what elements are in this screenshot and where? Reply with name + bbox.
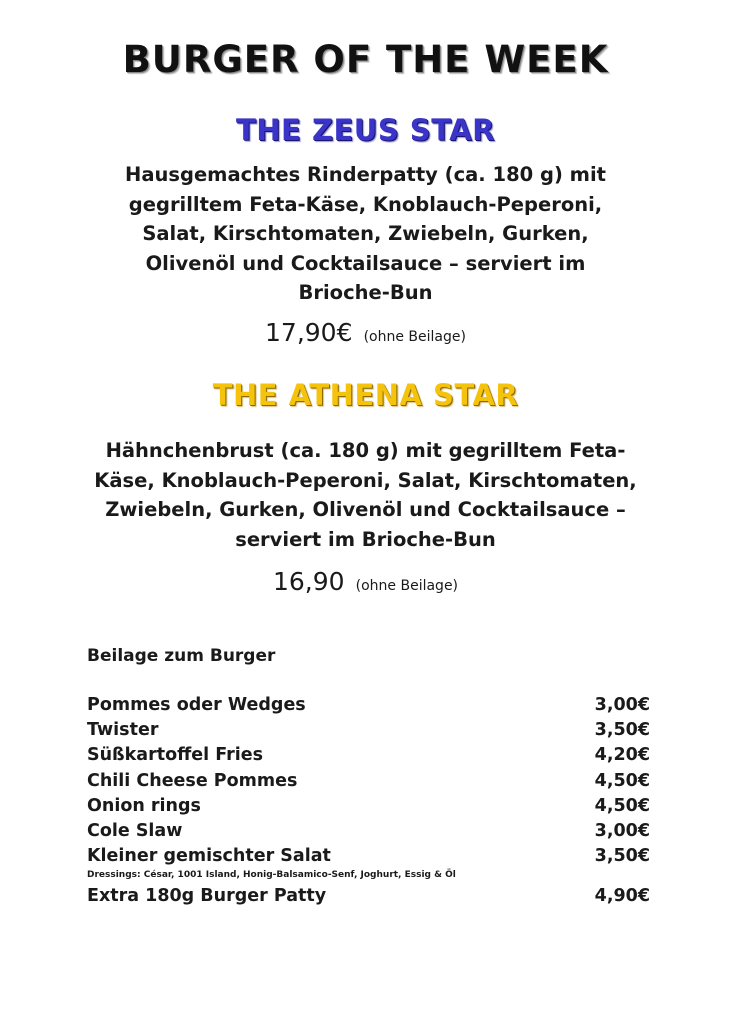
burger-price-note-athena: (ohne Beilage) <box>355 578 459 594</box>
side-item-price: 4,50€ <box>594 795 650 816</box>
burger-name-athena: THE ATHENA STAR <box>212 378 519 412</box>
page-title: BURGER OF THE WEEK <box>122 38 609 81</box>
side-item-price: 3,50€ <box>594 720 650 741</box>
sides-heading: Beilage zum Burger <box>87 646 276 666</box>
side-item-extra <box>87 884 650 909</box>
side-item <box>87 693 650 718</box>
side-item-price: 4,90€ <box>594 886 650 907</box>
side-item-name: Twister <box>87 720 159 741</box>
side-item <box>87 819 650 844</box>
burger-price-athena: 16,90 <box>272 567 345 596</box>
side-item <box>87 769 650 794</box>
side-item <box>87 844 650 869</box>
side-item-price: 3,00€ <box>594 695 650 715</box>
side-item-price: 4,50€ <box>594 770 650 791</box>
side-item-name: Süßkartoffel Fries <box>87 745 263 766</box>
burger-description-athena: Hähnchenbrust (ca. 180 g) mit gegrilltem Feta-Käse, Knoblauch-Peperoni, Salat, Kirschtomaten, Zwiebeln, Gurken, Olivenöl und Cocktailsauce – serviert im Brioche-Bun <box>94 439 637 551</box>
side-item-price: 3,50€ <box>594 846 650 867</box>
sides-list <box>87 693 650 910</box>
side-item <box>87 743 650 768</box>
side-item-name: Cole Slaw <box>87 820 183 841</box>
side-item-name: Chili Cheese Pommes <box>87 770 298 791</box>
burger-price-note-zeus: (ohne Beilage) <box>363 329 466 345</box>
dressings-note: Dressings: César, 1001 Island, Honig-Balsamico-Senf, Joghurt, Essig & Öl <box>87 870 456 881</box>
side-item-price: 3,00€ <box>594 820 650 841</box>
side-item-price: 4,20€ <box>594 745 650 766</box>
side-item-name: Onion rings <box>87 795 201 816</box>
burger-description-zeus: Hausgemachtes Rinderpatty (ca. 180 g) mit gegrilltem Feta-Käse, Knoblauch-Peperoni, Salat, Kirschtomaten, Zwiebeln, Gurken, Olivenöl und Cocktailsauce – serviert im Brioche-Bun <box>125 163 606 304</box>
side-item-name: Pommes oder Wedges <box>87 695 306 715</box>
side-item-name: Kleiner gemischter Salat <box>87 846 331 867</box>
side-item-name: Extra 180g Burger Patty <box>87 886 327 907</box>
side-item <box>87 718 650 743</box>
burger-price-line-athena <box>0 567 731 596</box>
burger-price-zeus: 17,90€ <box>265 318 353 347</box>
side-item <box>87 794 650 819</box>
burger-name-zeus: THE ZEUS STAR <box>235 113 496 147</box>
burger-price-line-zeus <box>0 318 731 347</box>
